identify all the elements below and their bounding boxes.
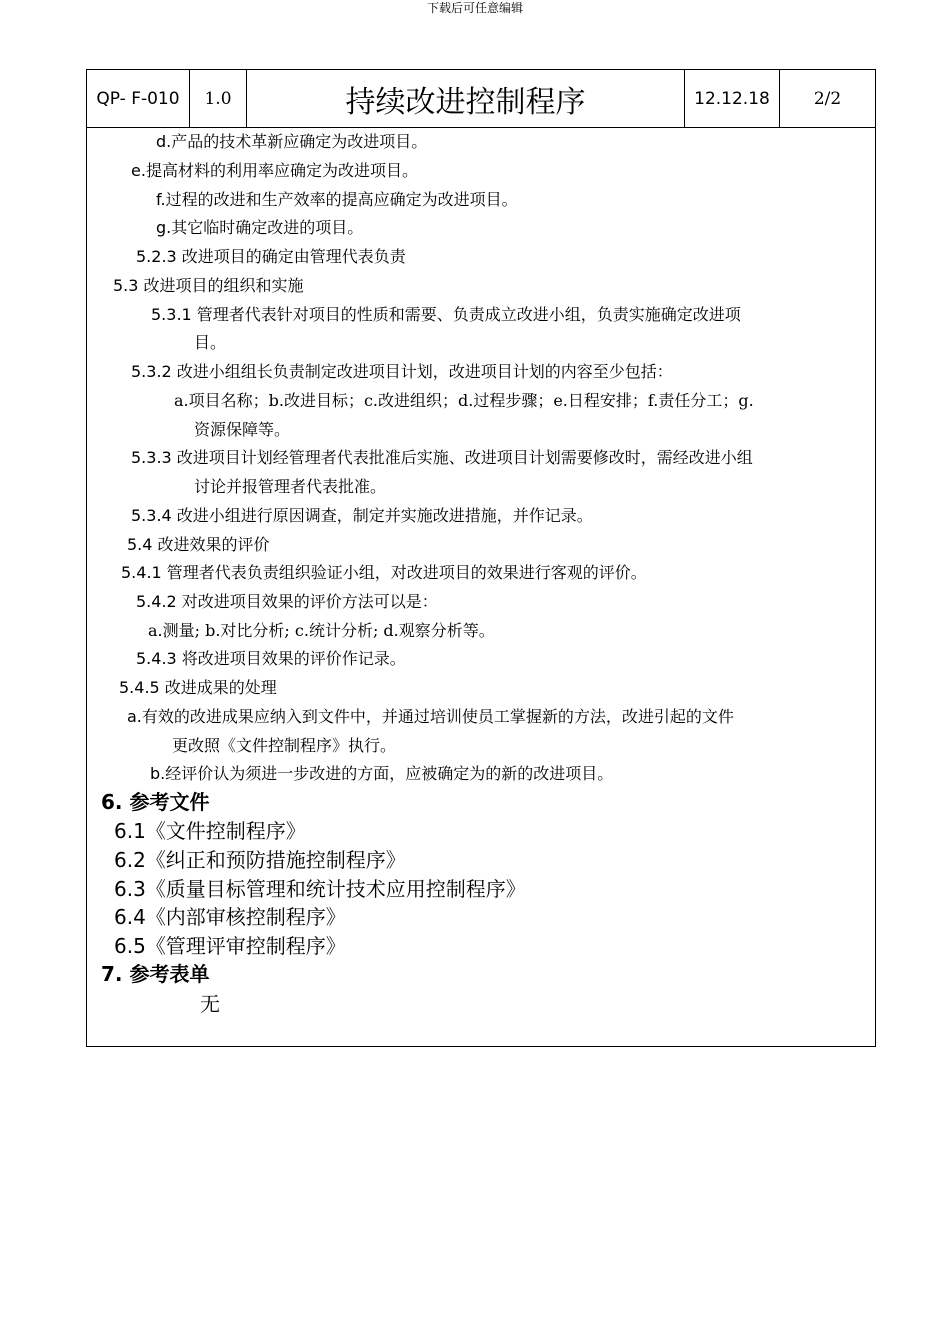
reference-item: 6.2《纠正和预防措施控制程序》 [114, 848, 406, 872]
clause-5-4-1: 5.4.1 管理者代表负责组织验证小组，对改进项目的效果进行客观的评价。 [121, 563, 647, 582]
clause-5-4-2: 5.4.2 对改进项目效果的评价方法可以是： [136, 592, 438, 611]
clause-5-4-5: 5.4.5 改进成果的处理 [119, 678, 277, 697]
doc-date: 12.12.18 [685, 70, 780, 128]
reference-item: 6.3《质量目标管理和统计技术应用控制程序》 [114, 877, 526, 901]
download-note: 下载后可任意编辑 [426, 1, 523, 15]
clause-5-3-2: 5.3.2 改进小组组长负责制定改进项目计划，改进项目计划的内容至少包括： [131, 362, 673, 381]
text-line: 更改照《文件控制程序》执行。 [172, 736, 397, 755]
section-7-content: 无 [200, 992, 220, 1016]
clause-5-4: 5.4 改进效果的评价 [127, 535, 270, 554]
clause-5-3: 5.3 改进项目的组织和实施 [113, 276, 304, 295]
reference-item: 6.4《内部审核控制程序》 [114, 905, 346, 929]
text-line: a.测量; b.对比分析; c.统计分析; d.观察分析等。 [148, 621, 495, 640]
clause-5-3-4: 5.3.4 改进小组进行原因调查，制定并实施改进措施，并作记录。 [131, 506, 593, 525]
clause-5-3-3: 5.3.3 改进项目计划经管理者代表批准后实施、改进项目计划需要修改时，需经改进小组 [131, 448, 753, 467]
text-line: 目。 [194, 333, 227, 352]
section-6-heading: 6. 参考文件 [101, 790, 210, 814]
doc-title: 持续改进控制程序 [247, 70, 685, 128]
clause-5-2-3: 5.2.3 改进项目的确定由管理代表负责 [136, 247, 406, 266]
text-line: 讨论并报管理者代表批准。 [194, 477, 387, 496]
text-line: f.过程的改进和生产效率的提高应确定为改进项目。 [156, 190, 518, 209]
text-line: 资源保障等。 [194, 420, 291, 439]
text-line: d.产品的技术革新应确定为改进项目。 [156, 132, 428, 151]
text-line: g.其它临时确定改进的项目。 [156, 218, 364, 237]
text-line: b.经评价认为须进一步改进的方面，应被确定为的新的改进项目。 [150, 764, 614, 783]
section-7-heading: 7. 参考表单 [101, 962, 210, 986]
clause-5-3-1: 5.3.1 管理者代表针对项目的性质和需要、负责成立改进小组，负责实施确定改进项 [151, 305, 741, 324]
doc-version: 1.0 [190, 70, 247, 128]
doc-page-number: 2/2 [780, 70, 875, 128]
text-line: a.项目名称；b.改进目标；c.改进组织；d.过程步骤；e.日程安排；f.责任分工；g. [174, 391, 754, 410]
reference-item: 6.1《文件控制程序》 [114, 819, 306, 843]
text-line: a.有效的改进成果应纳入到文件中，并通过培训使员工掌握新的方法，改进引起的文件 [127, 707, 734, 726]
text-line: e.提高材料的利用率应确定为改进项目。 [131, 161, 418, 180]
reference-item: 6.5《管理评审控制程序》 [114, 934, 346, 958]
clause-5-4-3: 5.4.3 将改进项目效果的评价作记录。 [136, 649, 406, 668]
doc-code: QP- F-010 [87, 70, 190, 128]
